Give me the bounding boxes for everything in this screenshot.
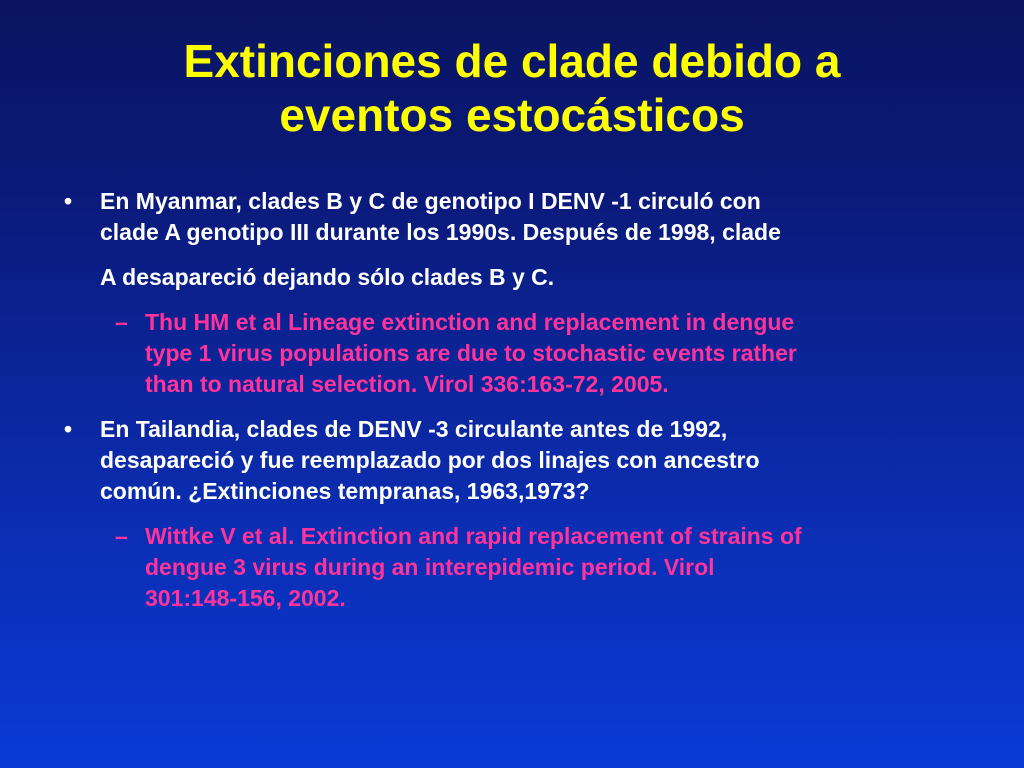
bullet-text-line: A desapareció dejando sólo clades B y C.	[100, 264, 555, 290]
reference-text-line: 301:148-156, 2002.	[145, 585, 346, 611]
dash-marker: –	[115, 309, 128, 335]
bullet-text-line: En Tailandia, clades de DENV -3 circulante antes de 1992,	[100, 416, 728, 442]
bullet-marker: •	[64, 416, 73, 442]
reference-text-line: than to natural selection. Virol 336:163-72, 2005.	[145, 371, 669, 397]
title-line-2: eventos estocásticos	[279, 89, 745, 141]
bullet-marker: •	[64, 188, 73, 214]
reference-text-line: Wittke V et al. Extinction and rapid replacement of strains of	[145, 523, 802, 549]
reference-item-thu	[60, 307, 970, 400]
bullet-item-tailandia	[60, 414, 970, 507]
bullet-text-line: En Myanmar, clades B y C de genotipo I DENV -1 circuló con	[100, 188, 761, 214]
reference-text-line: Thu HM et al Lineage extinction and replacement in dengue	[145, 309, 795, 335]
reference-item-wittke	[60, 521, 970, 614]
bullet-text-line: desapareció y fue reemplazado por dos linajes con ancestro	[100, 447, 760, 473]
title-line-1: Extinciones de clade debido a	[183, 35, 841, 87]
bullet-text-line: clade A genotipo III durante los 1990s. Después de 1998, clade	[100, 219, 781, 245]
dash-marker: –	[115, 523, 128, 549]
bullet-text-line: común. ¿Extinciones tempranas, 1963,1973?	[100, 478, 590, 504]
bullet-item-myanmar	[60, 186, 970, 293]
reference-text-line: type 1 virus populations are due to stochastic events rather	[145, 340, 797, 366]
slide-content	[60, 186, 970, 614]
slide-title	[40, 34, 984, 142]
reference-text-line: dengue 3 virus during an interepidemic period. Virol	[145, 554, 715, 580]
